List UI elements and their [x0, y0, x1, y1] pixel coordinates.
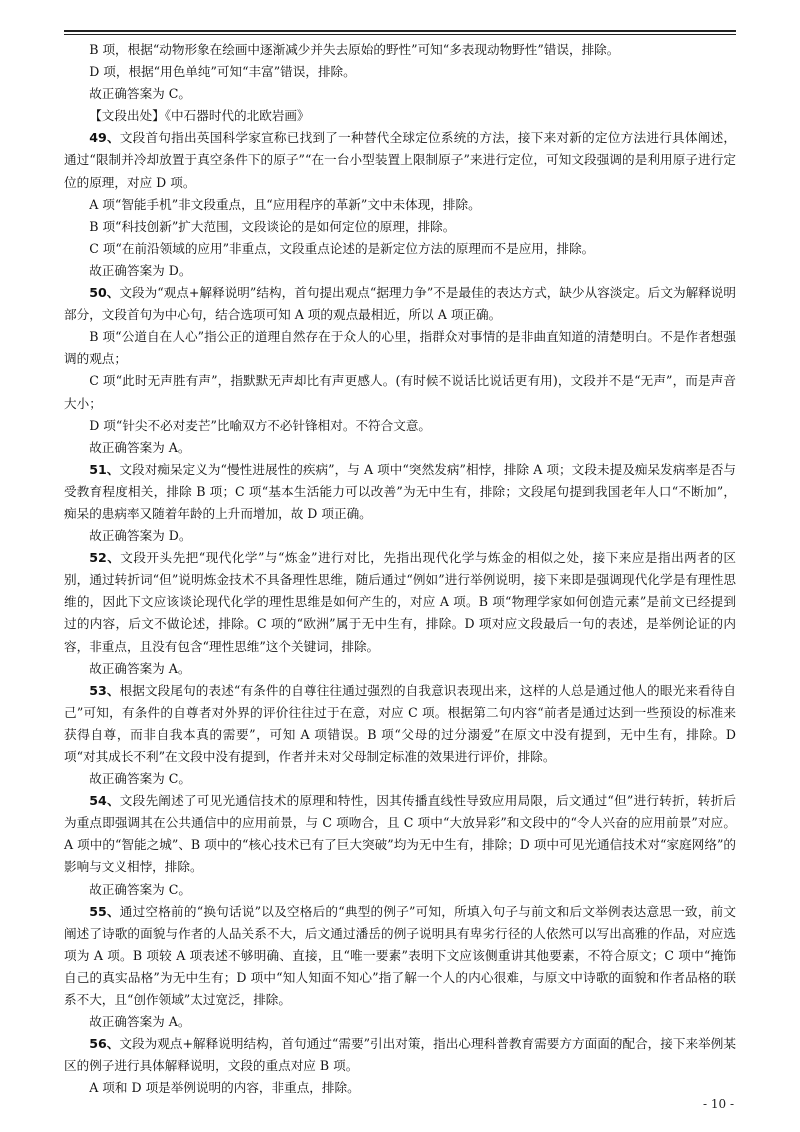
- question-text: 文段首句指出英国科学家宣称已找到了一种替代全球定位系统的方法，接下来对新的定位方法进行具体阐述，通过“限制并冷却放置于真空条件下的原子”“在一台小型装置上限制原子”来进行定位，可知文段强调的是利用原子进行定位的原理，对应 D 项。: [64, 130, 737, 190]
- option-explanation: D 项“针尖不必对麦芒”比喻双方不必针锋相对。不符合文意。: [89, 417, 432, 433]
- question-explanation: [64, 901, 736, 1011]
- answer-line: 故正确答案为 C。: [89, 86, 191, 102]
- question-number: 50、: [89, 285, 120, 301]
- option-explanation: C 项“在前沿领域的应用”非重点，文段重点论述的是新定位方法的原理而不是应用，排除。: [89, 240, 595, 256]
- question-number: 54、: [89, 793, 120, 809]
- question-text: 文段对痴呆定义为“慢性进展性的疾病”，与 A 项中“突然发病”相悖，排除 A 项；文段未提及痴呆发病率是否与受教育程度相关，排除 B 项；C 项“基本生活能力可以改善”为无中生有，排除；文段尾句提到我国老年人口“不断加”，痴呆的患病率又随着年龄的上升而增加，故 D 项正确。: [64, 461, 736, 521]
- answer-line: 故正确答案为 A。: [89, 660, 191, 676]
- question-explanation: [64, 547, 736, 657]
- question-number: 53、: [89, 682, 120, 698]
- question-text: 文段先阐述了可见光通信技术的原理和特性，因其传播直线性导致应用局限，后文通过“但”进行转折，转折后为重点即强调其在公共通信中的应用前景，与 C 项吻合，且 C 项中“大放异彩”和文段中的“令人兴奋的应用前景”对应。A 项中的“智能之城”、B 项中的“核心技术已有了巨大突破”均为无中生有，排除；D 项中可见光通信技术对“家庭网络”的影响与文义相悖，排除。: [64, 793, 736, 875]
- question-explanation: [64, 282, 736, 326]
- question-number: 51、: [89, 461, 120, 477]
- header-rule-thin: [64, 34, 736, 35]
- answer-line: 故正确答案为 C。: [89, 881, 191, 897]
- option-explanation: A 项和 D 项是举例说明的内容，非重点，排除。: [89, 1080, 360, 1096]
- source-line: 【文段出处】《中石器时代的北欧岩画》: [89, 108, 310, 124]
- question-text: 文段为“观点+解释说明”结构，首句提出观点“据理力争”不是最佳的表达方式，缺少从容淡定。后文为解释说明部分，文段首句为中心句，结合选项可知 A 项的观点最相近，所以 A 项正确。: [64, 285, 736, 323]
- question-explanation: [64, 1033, 736, 1077]
- question-text: 通过空格前的“换句话说”以及空格后的“典型的例子”可知，所填入句子与前文和后文举例表达意思一致，前文阐述了诗歌的面貌与作者的人品关系不大，后文通过潘岳的例子说明具有卑劣行径的人依然可以写出高雅的作品，对应选项为 A 项。B 项较 A 项表述不够明确、直接，且“唯一要素”表明下文应该侧重讲其他要素，不符合原文；C 项中“掩饰自己的真实品格”为无中生有；D 项中“知人知面不知心”指了解一个人的内心很难，与原文中诗歌的面貌和作者品格的联系不大，且“创作领域”太过宽泛，排除。: [64, 903, 736, 1008]
- question-number: 49、: [89, 130, 120, 146]
- question-number: 52、: [89, 550, 121, 566]
- option-explanation: B 项，根据“动物形象在绘画中逐渐减少并失去原始的野性”可知“多表现动物野性”错误，排除。: [89, 42, 620, 57]
- option-explanation: C 项“此时无声胜有声”，指默默无声却比有声更感人。(有时候不说话比说话更有用)，文段并不是“无声”，而是声音大小；: [64, 373, 736, 411]
- option-explanation: B 项“公道自在人心”指公正的道理自然存在于众人的心里，指群众对事情的是非曲直知道的清楚明白。不是作者想强调的观点；: [64, 329, 736, 367]
- answer-line: 故正确答案为 D。: [89, 262, 192, 278]
- question-text: 文段为观点+解释说明结构，首句通过“需要”引出对策，指出心理科普教育需要方方面面的配合，接下来举例某区的例子进行具体解释说明，文段的重点对应 B 项。: [64, 1036, 737, 1074]
- question-number: 56、: [89, 1036, 120, 1052]
- question-number: 55、: [89, 903, 120, 919]
- answer-line: 故正确答案为 D。: [89, 528, 192, 544]
- answer-explanations: [64, 39, 736, 1100]
- answer-line: 故正确答案为 A。: [89, 1014, 191, 1030]
- question-text: 文段开头先把“现代化学”与“炼金”进行对比，先指出现代化学与炼金的相似之处，接下来应是指出两者的区别，通过转折词“但”说明炼金技术不具备理性思维，随后通过“例如”进行举例说明，接下来即是强调现代化学是有理性思维的，因此下文应该谈论现代化学的理性思维是如何产生的，对应 A 项。B 项“物理学家如何创造元素”是前文已经提到过的内容，后文不做论述，排除。C 项的“欧洲”属于无中生有，排除。D 项对应文段最后一句的表述，是举例论证的内容，非重点，且没有包含“理性思维”这个关键词，排除。: [64, 550, 736, 654]
- question-explanation: [64, 459, 736, 525]
- question-explanation: [64, 790, 736, 878]
- option-explanation: A 项“智能手机”非文段重点，且“应用程序的革新”文中未体现，排除。: [89, 196, 481, 212]
- question-text: 根据文段尾句的表述“有条件的自尊往往通过强烈的自我意识表现出来，这样的人总是通过他人的眼光来看待自己”可知，有条件的自尊者对外界的评价往往过于在意，对应 C 项。根据第二句内容“前者是通过达到一些预设的标准来获得自尊，而非自我本真的需要”，可知 A 项错误。B 项“父母的过分溺爱”在原文中没有提到，无中生有，排除。D 项“对其成长不利”在文段中没有提到，作者并未对父母制定标准的效果进行评价，排除。: [64, 682, 736, 764]
- option-explanation: B 项“科技创新”扩大范围，文段谈论的是如何定位的原理，排除。: [89, 218, 456, 234]
- question-explanation: [64, 680, 736, 768]
- header-rule: [64, 30, 736, 32]
- option-explanation: D 项，根据“用色单纯”可知“丰富”错误，排除。: [89, 64, 356, 80]
- page-number: - 10 -: [702, 1097, 734, 1111]
- question-explanation: [64, 127, 736, 193]
- answer-line: 故正确答案为 C。: [89, 771, 191, 787]
- answer-line: 故正确答案为 A。: [89, 439, 191, 455]
